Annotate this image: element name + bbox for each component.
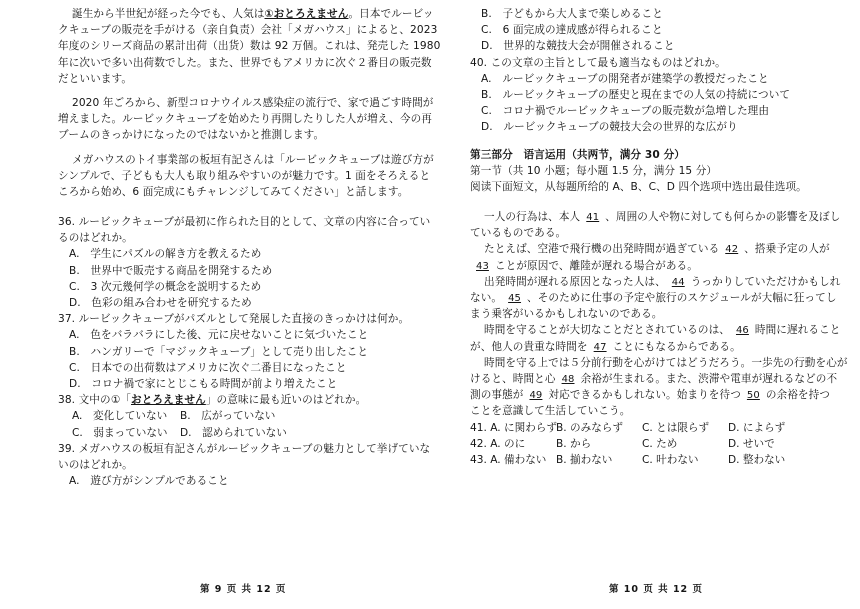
page-footer: 第 9 页 共 12 页: [200, 584, 287, 595]
cloze-blank[interactable]: 47: [593, 341, 607, 353]
answer-option[interactable]: B. 揃わない: [556, 453, 613, 466]
answer-option[interactable]: B. 子どもから大人まで楽しめること: [481, 8, 663, 20]
cloze-blank[interactable]: 46: [735, 325, 749, 337]
cloze-blank[interactable]: 43: [476, 260, 489, 272]
answer-option[interactable]: C. 3 次元幾何学の概念を説明するため: [69, 280, 262, 293]
cloze-line: [470, 258, 830, 274]
cloze-text: 時間に遅れること: [754, 324, 841, 337]
answer-option[interactable]: A. 遊び方がシンプルであること: [69, 475, 229, 488]
cloze-text: 測の事態が: [470, 389, 524, 402]
passage-line: [58, 6, 434, 22]
passage-line: ブームのきっかけになったのではないかと推測します。: [58, 129, 325, 142]
passage-line: だといいます。: [58, 72, 133, 85]
passage-line: クキューブの販売を手がける（亲自負责）会社「メガハウス」によると、2023: [58, 24, 438, 37]
answer-option[interactable]: B. 世界中で販売する商品を開発するため: [69, 264, 273, 277]
cloze-blank[interactable]: 41: [586, 212, 600, 224]
answer-option[interactable]: B. ルービックキューブの歴史と現在までの人気の持続について: [481, 88, 791, 101]
choice-row-43: [470, 452, 830, 468]
answer-option[interactable]: C. 日本での出荷数はアメリカに次ぐ二番目になったこと: [69, 361, 347, 374]
cloze-text: 、搭乗予定の人が: [744, 243, 830, 256]
answer-option[interactable]: D. 世界的な競技大会が開催されること: [481, 40, 675, 53]
underlined-phrase: ①おとろえません: [264, 8, 349, 20]
cloze-blank[interactable]: 44: [671, 276, 685, 288]
right-column: [470, 6, 848, 468]
left-column: [58, 6, 441, 489]
cloze-line: 時間を守る上では５分前行動を心がけてはどうだろう。一歩先の行動を心が: [484, 356, 848, 369]
cloze-line: [470, 387, 830, 403]
answer-option[interactable]: C. 6 面完成の達成感が得られること: [481, 24, 663, 37]
cloze-text: 時間を守ることが大切なことだとされているのは、: [484, 324, 730, 337]
choice-row-42: [470, 436, 830, 452]
answer-option[interactable]: C. コロナ禍でルービックキューブの販売数が急増した理由: [481, 105, 770, 118]
answer-option[interactable]: D. 認められていない: [180, 426, 287, 439]
question-stem: いのはどれか。: [58, 458, 133, 471]
cloze-text: 、周囲の人や物に対しても何らかの影響を及ぼし: [605, 211, 841, 224]
cloze-text: ことが原因で、離陸が遅れる場合がある。: [494, 259, 698, 272]
cloze-text: うっかりしていただけかもしれ: [690, 275, 841, 288]
cloze-line: [470, 241, 830, 257]
question-stem: 36. ルービックキューブが最初に作られた目的として、文章の内容に合ってい: [58, 216, 431, 229]
question-stem: 37. ルービックキューブがパズルとして発展した直接のきっかけは何か。: [58, 313, 410, 326]
choice-row-41: [470, 420, 830, 436]
answer-option[interactable]: D. ルービックキューブの競技大会の世界的な広がり: [481, 121, 738, 134]
cloze-line: [470, 290, 837, 306]
answer-option[interactable]: D. によらず: [728, 421, 786, 434]
answer-option[interactable]: B. のみならず: [556, 421, 623, 434]
answer-option[interactable]: B. 広がっていない: [180, 410, 276, 423]
cloze-text: 一人の行為は、本人: [484, 211, 581, 224]
passage-line: 年度のシリーズ商品の累計出荷（出货）数は 92 万個。これは、発売した 1980: [58, 40, 441, 53]
cloze-line: まう乗客がいるかもしれないのである。: [470, 308, 663, 321]
answer-option[interactable]: A. 変化していない: [72, 410, 168, 423]
passage-line: 年に次いで多い出荷数でした。また、世界でもアメリカに次ぐ２番目の販売数: [58, 56, 432, 69]
cloze-line: [470, 322, 841, 338]
passage-text: 誕生から半世紀が経った今でも、人気は: [72, 8, 265, 20]
passage-line: シンプルで、子どもも大人も取り組みやすいのが魅力です。1 面をそろえると: [58, 169, 431, 182]
answer-option[interactable]: B. ハンガリーで「マジックキューブ」として売り出したこと: [69, 345, 369, 358]
underlined-phrase: おとろえません: [131, 394, 206, 407]
passage-line: 増えました。ルービックキューブを始めたり再開したりした人が増え、今の再: [58, 113, 432, 126]
section-subtitle: 第一节（共 10 小题；每小题 1.5 分，满分 15 分）: [470, 164, 718, 177]
cloze-line: [470, 209, 841, 225]
cloze-line: [470, 274, 841, 290]
cloze-text: 、そのために仕事の予定や旅行のスケジュールが大幅に狂ってし: [527, 292, 837, 304]
answer-option-row: [58, 408, 418, 424]
section-title: 第三部分 语言运用（共两节，满分 30 分）: [470, 148, 686, 161]
answer-option[interactable]: A. ルービックキューブの開発者が建築学の教授だったこと: [481, 72, 769, 85]
cloze-text: たとえば、空港で飛行機の出発時間が過ぎている: [484, 243, 720, 256]
answer-option[interactable]: 41. A. に関わらず: [470, 421, 557, 434]
cloze-text: が、他人の貴重な時間を: [470, 340, 588, 353]
cloze-text: けると、時間と心: [470, 372, 556, 385]
cloze-text: 出発時間が遅れる原因となった人は、: [484, 275, 666, 288]
stem-text: 38. 文中の①「: [58, 394, 131, 407]
answer-option-row: [58, 425, 418, 441]
answer-option[interactable]: C. 叶わない: [642, 453, 699, 466]
cloze-blank[interactable]: 48: [561, 373, 575, 385]
question-stem: [58, 392, 418, 408]
answer-option[interactable]: C. 弱まっていない: [72, 426, 168, 439]
passage-text: 。日本でルービッ: [348, 8, 434, 20]
answer-option[interactable]: 43. A. 備わない: [470, 453, 547, 466]
cloze-text: ことにもなるからである。: [612, 340, 741, 353]
cloze-blank[interactable]: 50: [746, 390, 760, 402]
answer-option[interactable]: C. ため: [642, 437, 678, 450]
cloze-blank[interactable]: 45: [508, 293, 522, 304]
cloze-line: [470, 339, 830, 355]
passage-line: ころから始め、6 面完成にもチャレンジしてみてください」と話します。: [58, 185, 409, 198]
cloze-line: ことを意識して生活していこう。: [470, 405, 631, 418]
cloze-text: 余裕が生まれる。また、渋滞や電車が遅れるなどの不: [580, 372, 838, 385]
passage-line: メガハウスのトイ事業部の板垣有記さんは「ルービックキューブは遊び方が: [72, 153, 434, 166]
answer-option[interactable]: D. 色彩の組み合わせを研究するため: [69, 297, 252, 309]
cloze-text: 対応できるかもしれない。始まりを待つ: [548, 389, 741, 402]
answer-option[interactable]: A. 学生にパズルの解き方を教えるため: [69, 248, 262, 261]
answer-option[interactable]: A. 色をバラバラにした後、元に戻せないことに気づいたこと: [69, 329, 369, 342]
stem-text: 」の意味に最も近いのはどれか。: [205, 394, 367, 407]
answer-option[interactable]: D. せいで: [728, 437, 775, 450]
cloze-text: の余裕を持つ: [765, 389, 831, 402]
cloze-blank[interactable]: 42: [725, 244, 739, 256]
cloze-line: [470, 371, 838, 387]
cloze-text: ない。: [470, 292, 503, 304]
passage-line: 2020 年ごろから、新型コロナウイルス感染症の流行で、家で過ごす時間が: [72, 96, 434, 109]
section-instruction: 阅读下面短文，从每题所给的 A、B、C、D 四个选项中选出最佳选项。: [470, 180, 807, 193]
answer-option[interactable]: D. 整わない: [728, 453, 786, 466]
question-stem: 40. この文章の主旨として最も適当なものはどれか。: [470, 56, 726, 69]
answer-option[interactable]: D. コロナ禍で家にとじこもる時間が前より増えたこと: [69, 377, 338, 390]
page-footer: 第 10 页 共 12 页: [609, 584, 703, 595]
cloze-blank[interactable]: 49: [529, 390, 543, 402]
cloze-line: ているものである。: [470, 227, 567, 240]
answer-option[interactable]: B. から: [556, 437, 592, 450]
answer-option[interactable]: 42. A. のに: [470, 437, 526, 450]
answer-option[interactable]: C. とは限らず: [642, 421, 710, 434]
question-stem: るのはどれか。: [58, 232, 133, 245]
question-stem: 39. メガハウスの板垣有記さんがルービックキューブの魅力として挙げていな: [58, 442, 431, 455]
